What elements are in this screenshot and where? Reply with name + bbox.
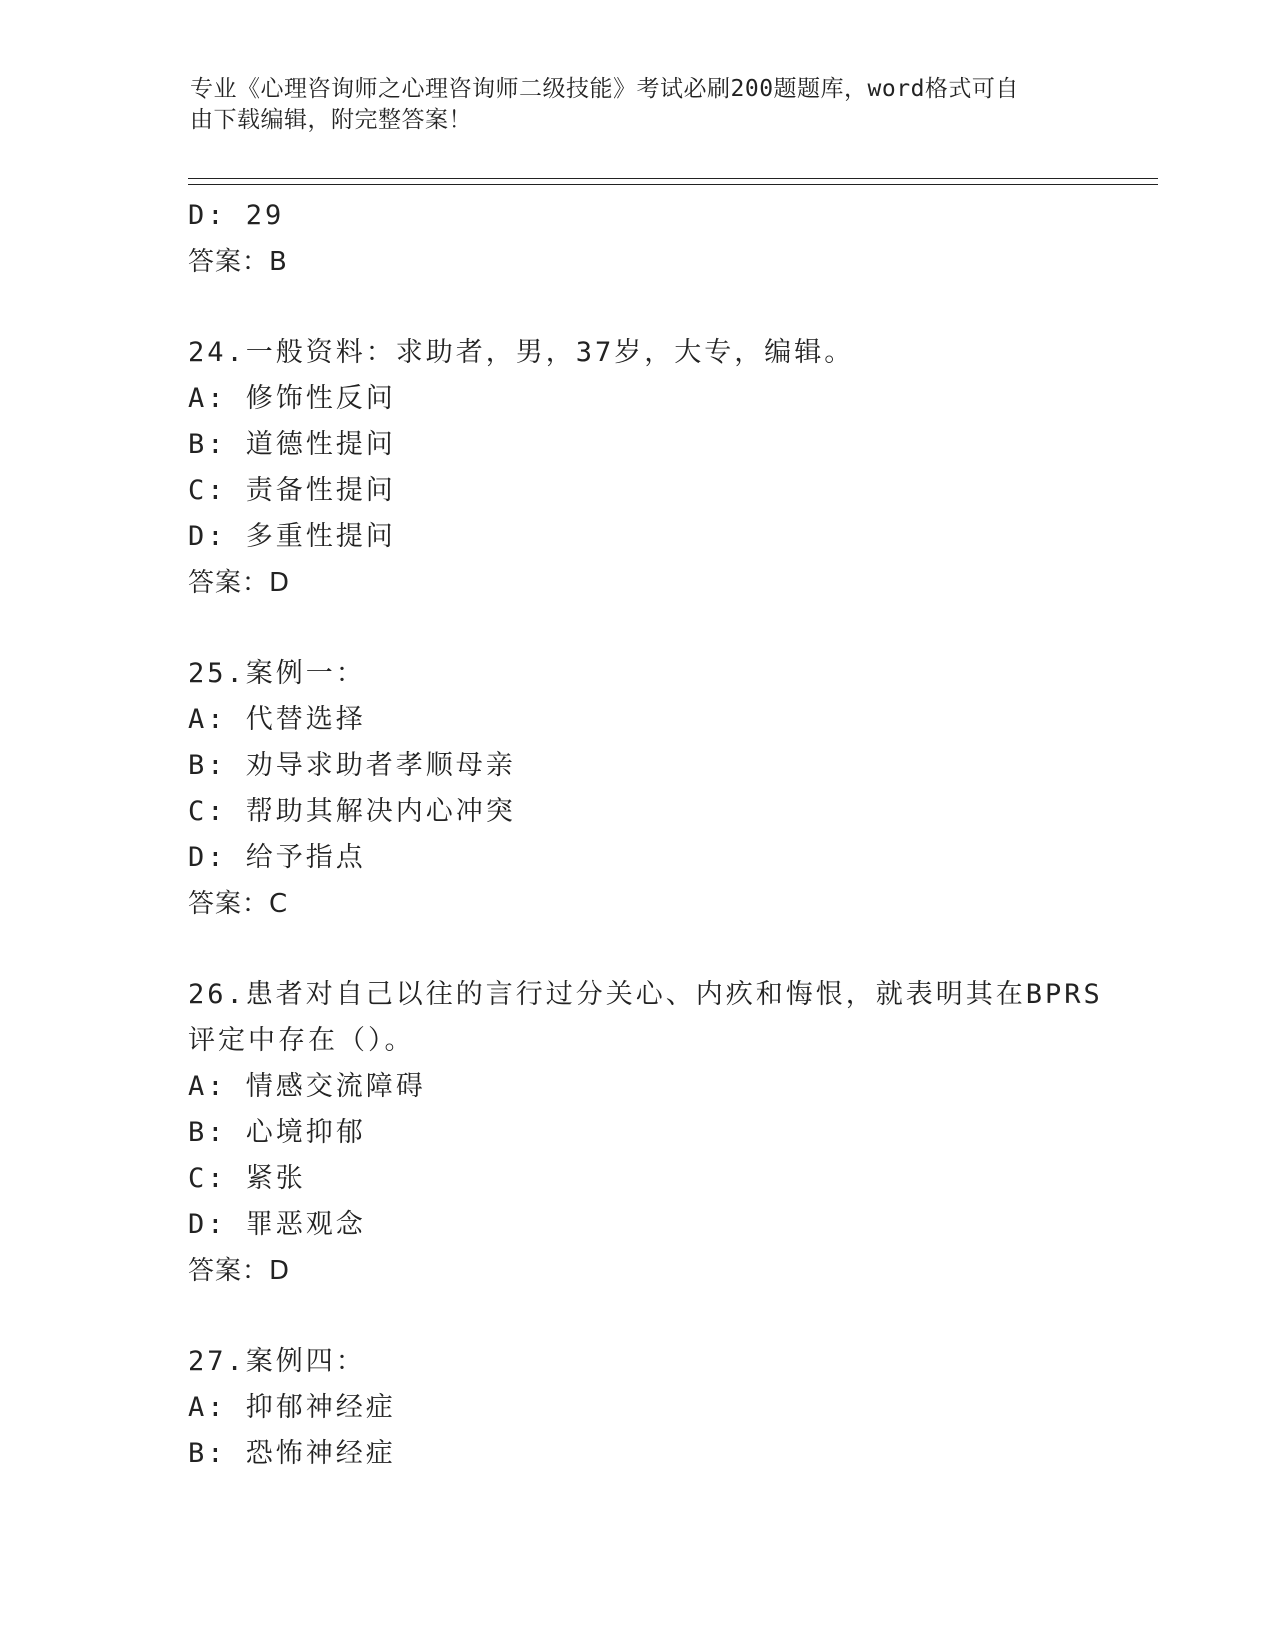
spacer bbox=[188, 927, 1088, 972]
question-26 bbox=[188, 972, 1103, 1294]
question-24 bbox=[188, 330, 1088, 606]
option-c: C: 责备性提问 bbox=[188, 475, 396, 506]
option-d: D: 罪恶观念 bbox=[188, 1209, 366, 1240]
option-c: C: 紧张 bbox=[188, 1163, 306, 1194]
question-title-line-1: 26.患者对自己以往的言行过分关心、内疚和悔恨，就表明其在BPRS bbox=[188, 979, 1103, 1010]
document-header bbox=[190, 74, 1080, 136]
question-title: 25.案例一： bbox=[188, 658, 366, 689]
question-title: 27.案例四： bbox=[188, 1346, 366, 1377]
answer-line: 答案：B bbox=[188, 247, 288, 277]
header-line-1: 专业《心理咨询师之心理咨询师二级技能》考试必刷200题题库，word格式可自 bbox=[190, 76, 1019, 102]
option-b: B: 恐怖神经症 bbox=[188, 1438, 396, 1469]
question-list bbox=[188, 193, 1103, 1477]
header-line-2: 由下载编辑，附完整答案！ bbox=[190, 107, 472, 133]
spacer bbox=[188, 285, 1088, 330]
answer-line: 答案：C bbox=[188, 889, 289, 919]
option-d: D: 29 bbox=[188, 200, 285, 231]
question-25 bbox=[188, 651, 1088, 927]
header-divider-top bbox=[188, 178, 1158, 179]
question-title-line-2: 评定中存在（）。 bbox=[188, 1025, 415, 1056]
option-b: B: 劝导求助者孝顺母亲 bbox=[188, 750, 516, 781]
option-a: A: 修饰性反问 bbox=[188, 383, 396, 414]
option-d: D: 多重性提问 bbox=[188, 521, 396, 552]
previous-question-tail bbox=[188, 193, 1088, 285]
spacer bbox=[188, 606, 1088, 651]
option-d: D: 给予指点 bbox=[188, 842, 366, 873]
header-divider-bottom bbox=[188, 184, 1158, 185]
option-b: B: 心境抑郁 bbox=[188, 1117, 366, 1148]
option-a: A: 代替选择 bbox=[188, 704, 366, 735]
answer-line: 答案：D bbox=[188, 1256, 291, 1286]
option-a: A: 情感交流障碍 bbox=[188, 1071, 426, 1102]
question-27 bbox=[188, 1339, 1088, 1477]
option-b: B: 道德性提问 bbox=[188, 429, 396, 460]
spacer bbox=[188, 1294, 1088, 1339]
option-a: A: 抑郁神经症 bbox=[188, 1392, 396, 1423]
option-c: C: 帮助其解决内心冲突 bbox=[188, 796, 516, 827]
question-title: 24.一般资料：求助者，男，37岁，大专，编辑。 bbox=[188, 337, 855, 368]
answer-line: 答案：D bbox=[188, 568, 291, 598]
